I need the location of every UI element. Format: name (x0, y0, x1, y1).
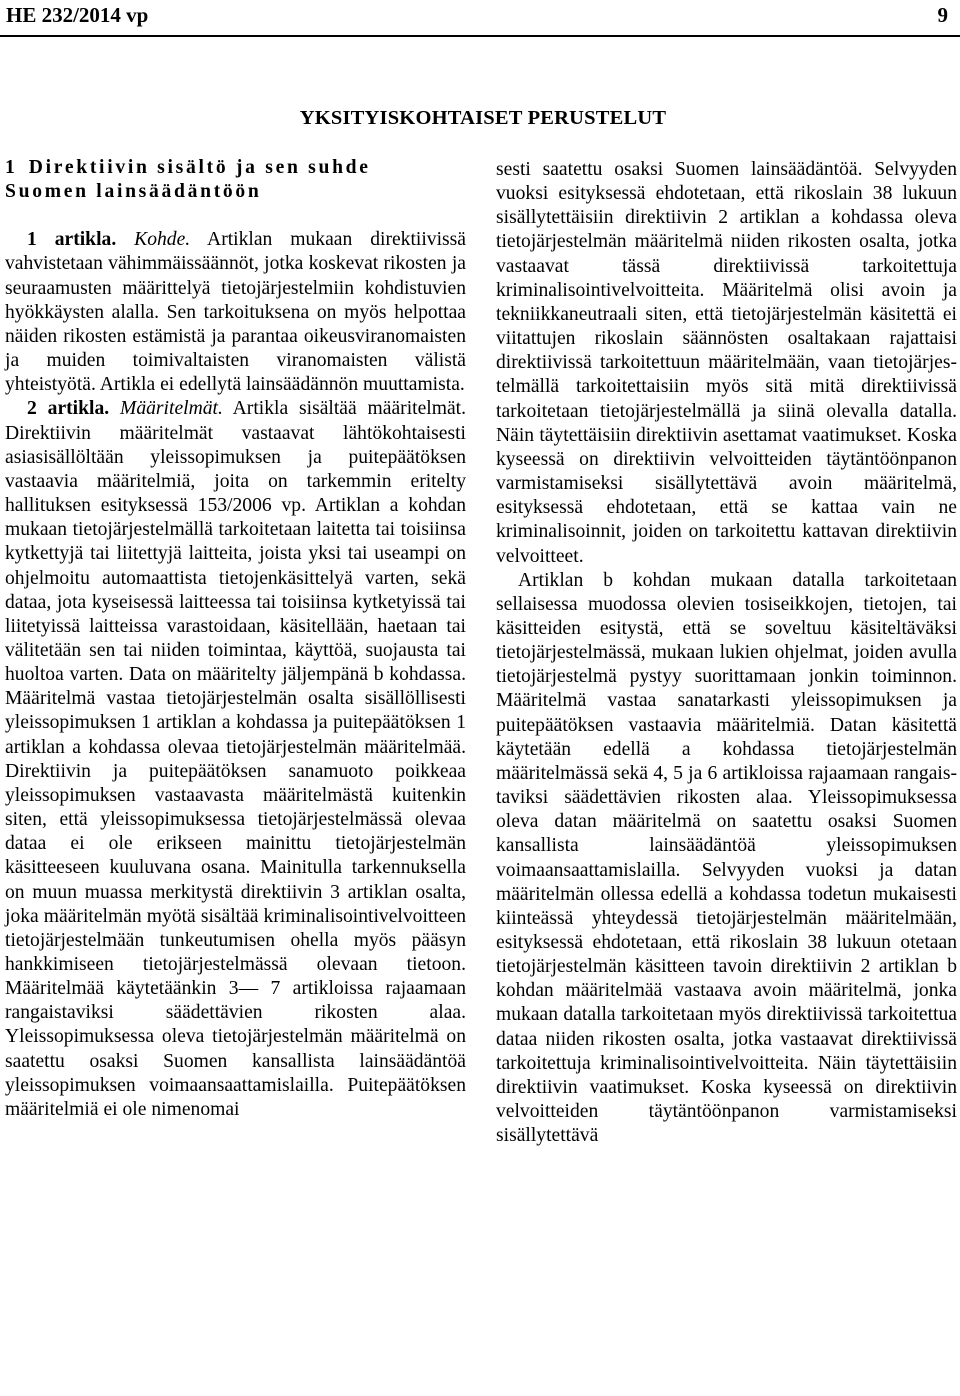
article-2-title: Määritelmät. (120, 398, 223, 420)
spacer (5, 204, 466, 228)
article-1-paragraph (5, 228, 466, 397)
article-2-label: 2 artikla. (27, 398, 110, 420)
chapter-number: 1 (5, 157, 15, 178)
document-id: HE 232/2014 vp (6, 3, 149, 27)
chapter-title-line1: Direktiivin sisältö ja sen suhde (28, 157, 371, 178)
article-2-paragraph (5, 397, 466, 1122)
article-1-label: 1 artikla. (27, 229, 117, 251)
header-rule (0, 35, 960, 37)
right-column (496, 158, 957, 1148)
article-1-text: Artiklan mukaan direktiivissä vahvistetaan vähimmäissäännöt, jotka koskevat rikosten ja seuraamusten määrittelyä tietojärjestelmiin kohdistuvien hyökkäysten alalla. Sen tarkoituksena on myös helpottaa näiden rikosten estämistä ja parantaa oikeusviranomaisten ja muiden toimivaltaisten viranomaisten välistä yhteistyötä. Artikla ei edellytä lainsäädännön muuttamista. (5, 229, 466, 396)
right-paragraph-1: sesti saatettu osaksi Suomen lainsäädäntöä. Selvyyden vuoksi esityksessä ehdotetaan, että rikoslain 38 lukuun sisällytettäisiin direktiivin 2 artiklan a kohdassa oleva tietojärjestelmän määritelmä niiden rikosten osalta, jotka vastaavat tässä direktiivissä tarkoitettuja kriminalisointivelvoitteita. Määritelmä olisi avoin ja tekniikkaneutraali siten, että tietojärjestelmän käsitettä ei viitattujen rikoslain säännösten osaltakaan rajattaisi direktiivissä tarkoitettuun määritelmään, vaan tietojärjestelmällä tarkoitettaisiin myös sitä mitä direktiivissä tarkoitetaan tietojärjestelmällä ja siinä olevalla datalla. Näin täytettäisiin direktiivin asettamat vaatimukset. Koska kyseessä on direktiivin velvoitteiden täytäntöönpanon varmistamiseksi sisällytettävä avoin määritelmä, esityksessä ehdotetaan, että se kattaa vain ne kriminalisoinnit, joiden on tarkoitettu kattavan direktiivin velvoitteet. (496, 159, 957, 567)
article-1-title: Kohde. (134, 229, 191, 251)
left-column (5, 156, 466, 1122)
section-heading: YKSITYISKOHTAISET PERUSTELUT (299, 107, 667, 129)
article-2-text: Artikla sisältää määritelmät. Direktiivin määritelmät vastaavat lähtökohtaisesti asiasisällöltään yleissopimuksen ja puitepäätöksen vastaavia määritelmiä, joita on tarkemmin eritelty hallituksen esityksessä 153/2006 vp. Artiklan a kohdan mukaan tietojärjestelmällä tarkoitetaan laitetta tai toisiinsa kytkettyjä tai liitettyjä laitteita, joista yksi tai useampi on ohjelmoitu automaattista tietojenkäsittelyä varten, sekä dataa, jota kyseisessä laitteessa tai toisiinsa kytketyissä tai liitetyissä laitteissa varastoidaan, käsitellään, haetaan tai välitetään sen tai niiden toimintaa, käyttöä, suojausta tai huoltoa varten. Data on määritelty jäljempänä b kohdassa. Määritelmä vastaa tietojärjestelmän osalta sisällöllisesti yleissopimuksen 1 artiklan a kohdassa ja puitepäätöksen 1 artiklan a kohdassa olevaa tietojärjestelmän määritelmää. Direktiivin ja puitepäätöksen sanamuoto poikkeaa yleissopimuksen vastaavasta määritelmästä kuitenkin siten, että yleissopimuksessa tietojärjestelmässä olevaa dataa ei ole erikseen mainittu tietojärjestelmän käsitteeseen kuuluvana osana. Mainitulla tarkennuksella on muun muassa merkitystä direktiivin 3 artiklan osalta, joka määritelmän myötä sisältää kriminalisointivelvoitteen tietojärjestelmään tunkeutumisen ohella myös pääsyn hankkimiseen tietojärjestelmässä olevaan tietoon. Määritelmää käytetäänkin 3— 7 artikloissa rajaamaan rangaistaviksi säädettävien rikosten alaa. Yleissopimuksessa oleva tietojärjestelmän määritelmä on saatettu osaksi Suomen kansallista lainsäädäntöä yleissopimuksen voimaansaattamislailla. Puitepäätöksen määritelmiä ei ole nimenomai (5, 398, 466, 1120)
page-header (0, 0, 960, 36)
chapter-title (5, 156, 466, 180)
page-number: 9 (937, 3, 948, 27)
chapter-title-line2: Suomen lainsäädäntöön (5, 181, 262, 203)
right-paragraph-2: Artiklan b kohdan mukaan datalla tarkoitetaan sellaisessa muodossa olevien tosiseikkojen, tietojen, tai käsitteiden esitystä, että se soveltuu käsiteltäväksi tietojärjestelmässä, mukaan lukien ohjelmat, joiden avulla tietojärjestelmä pystyy suorittamaan jonkin toiminnon. Määritelmä vastaa sanatarkasti yleissopimuksen ja puitepäätöksen vastaavia määritelmiä. Datan käsitettä käytetään edellä a kohdassa tietojärjestelmän määritelmässä sekä 4, 5 ja 6 artikloissa rajaamaan rangaistaviksi säädettävien rikosten alaa. Yleissopimuksessa oleva datan määritelmä on saatettu osaksi Suomen kansallista lainsäädäntöä yleissopimuksen voimaansaattamislailla. Selvyyden vuoksi ja datan määritelmän ollessa edellä a kohdassa todetun mukaisesti kiinteässä yhteydessä tietojärjestelmän määritelmään, esityksessä ehdotetaan, että rikoslain 38 lukuun otetaan tietojärjestelmän käsitteen tavoin direktiivin 2 artiklan b kohdan määritelmää vastaava avoin määritelmä, jonka mukaan datalla tarkoitetaan myös direktiivissä tarkoitettua dataa niiden rikosten osalta, jotka vastaavat direktiivissä tarkoitettuja kriminalisointivelvoitteita. Näin täytettäisiin direktiivin vaatimukset. Koska kyseessä on direktiivin velvoitteiden täytäntöönpanon varmistamiseksi sisällytettävä (496, 569, 957, 1147)
